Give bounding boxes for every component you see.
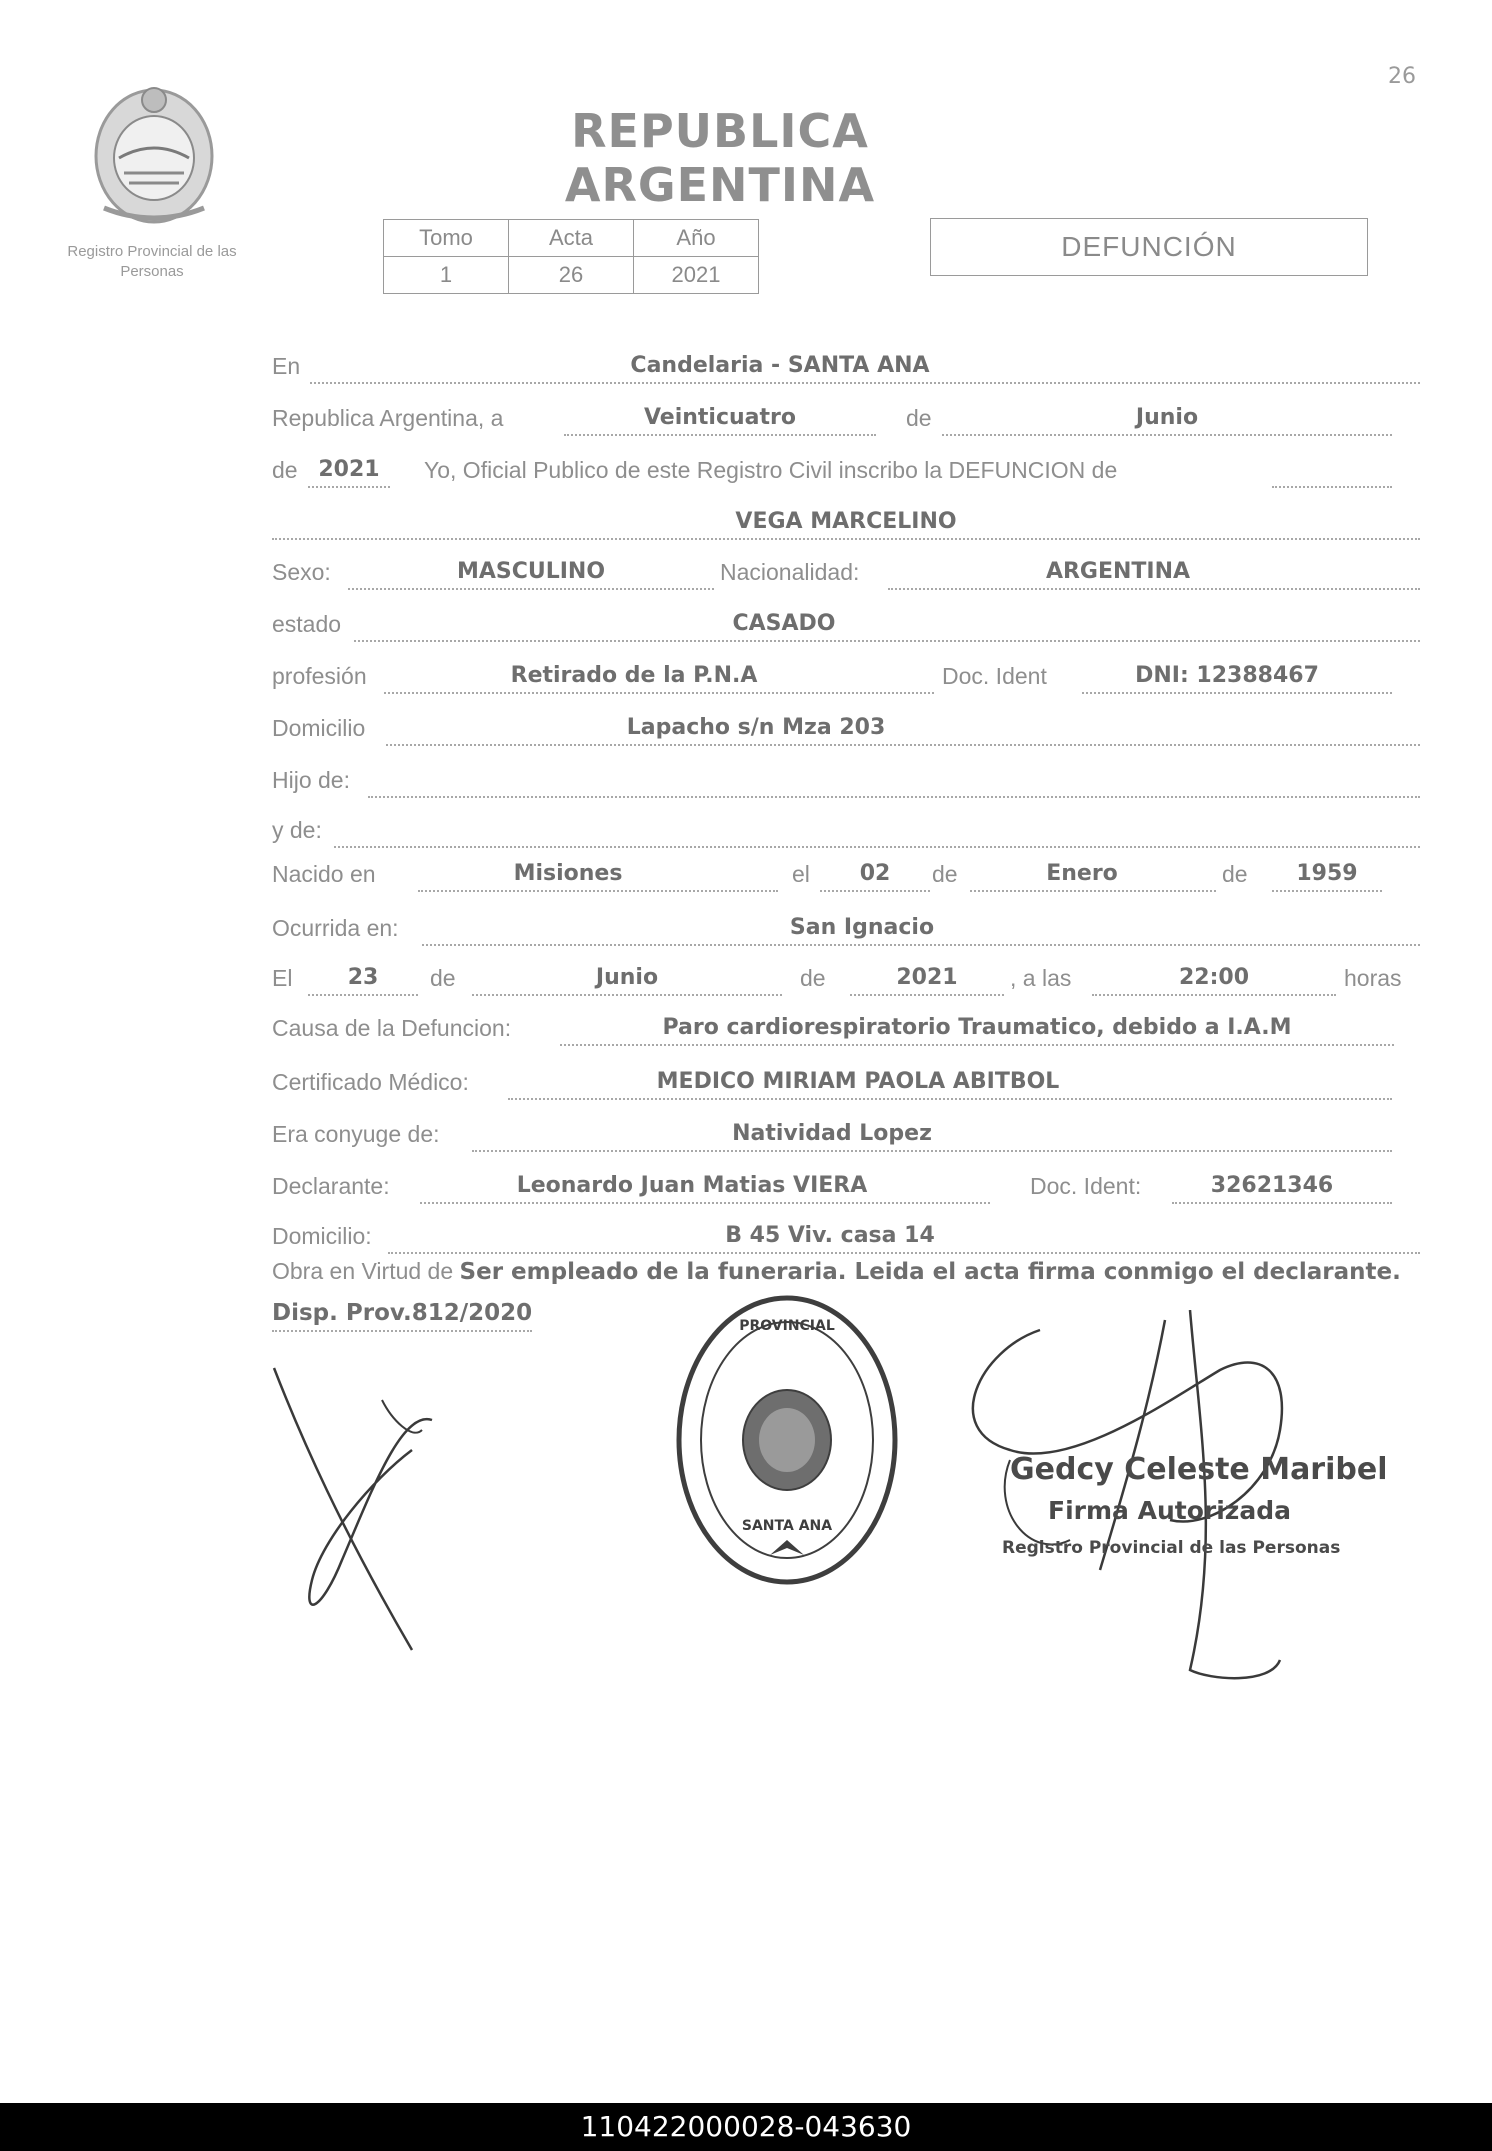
label-conyuge: Era conyuge de: (272, 1121, 440, 1147)
value-anio: 2021 (634, 257, 759, 294)
line-and-of (272, 806, 1424, 850)
label-nacido-en: Nacido en (272, 861, 376, 887)
label-declarante: Declarante: (272, 1173, 390, 1199)
document-code-bar: 110422000028-043630 (0, 2103, 1492, 2151)
disposition: Disp. Prov.812/2020 (272, 1300, 532, 1332)
field-birth-month: Enero (1046, 861, 1118, 886)
label-de-death-year: de (800, 965, 826, 991)
value-acta: 26 (509, 257, 634, 294)
label-sexo: Sexo: (272, 559, 331, 585)
line-year (272, 446, 1424, 490)
field-nationality: ARGENTINA (1045, 559, 1191, 584)
label-ocurrida-en: Ocurrida en: (272, 915, 399, 941)
value-tomo: 1 (384, 257, 509, 294)
label-estado: estado (272, 611, 342, 637)
label-y-de: y de: (272, 817, 322, 843)
label-de-death-month: de (430, 965, 456, 991)
provincial-coat-of-arms-icon (84, 78, 224, 228)
field-declarant-doc: 32621346 (1210, 1173, 1334, 1198)
field-name: VEGA MARCELINO (735, 509, 957, 534)
line-sex (272, 548, 1424, 592)
field-death-day: 23 (347, 965, 379, 990)
field-address: Lapacho s/n Mza 203 (626, 715, 886, 740)
registry-stamp (672, 1290, 902, 1590)
line-place (272, 342, 1424, 386)
line-spouse (272, 1110, 1424, 1154)
record-type: DEFUNCIÓN (1061, 231, 1237, 262)
field-cause: Paro cardiorespiratorio Traumatico, debido a I.A.M (662, 1015, 1292, 1040)
field-birthplace: Misiones (513, 861, 623, 886)
field-place: Candelaria - SANTA ANA (630, 353, 930, 378)
field-status: CASADO (732, 611, 836, 636)
field-certificate: MEDICO MIRIAM PAOLA ABITBOL (656, 1069, 1060, 1094)
page-number: 26 (1388, 64, 1416, 89)
line-death-date (272, 954, 1424, 998)
field-birth-year: 1959 (1296, 861, 1358, 886)
label-de: de (906, 405, 932, 431)
record-reference-table (383, 219, 759, 294)
field-doc-ident: DNI: 12388467 (1135, 663, 1319, 688)
field-death-month: Junio (595, 965, 659, 990)
field-occurred-place: San Ignacio (789, 915, 935, 940)
line-certificate (272, 1058, 1424, 1102)
label-horas: horas (1344, 965, 1402, 991)
label-certificado: Certificado Médico: (272, 1069, 469, 1095)
svg-text:PROVINCIAL: PROVINCIAL (739, 1318, 835, 1334)
label-domicilio-declarant: Domicilio: (272, 1223, 372, 1249)
line-cause (272, 1004, 1424, 1048)
line-date (272, 394, 1424, 438)
field-spouse: Natividad Lopez (732, 1121, 932, 1146)
header-anio: Año (634, 220, 759, 257)
svg-text:SANTA ANA: SANTA ANA (741, 1518, 833, 1534)
line-address (272, 704, 1424, 748)
header-acta: Acta (509, 220, 634, 257)
label-doc-ident: Doc. Ident (942, 663, 1047, 689)
field-day-text: Veinticuatro (643, 405, 797, 430)
document-title: REPUBLICA ARGENTINA (564, 104, 876, 212)
label-domicilio: Domicilio (272, 715, 366, 741)
authority-role: Firma Autorizada (1048, 1496, 1291, 1525)
label-republica: Republica Argentina, a (272, 405, 504, 431)
label-El: El (272, 965, 293, 991)
registry-caption: Registro Provincial de las Personas (67, 243, 237, 280)
label-yo: Yo, Oficial Publico de este Registro Civil inscribo la DEFUNCION de (424, 457, 1118, 483)
label-de-year: de (272, 457, 298, 483)
field-sex: MASCULINO (456, 559, 606, 584)
label-causa: Causa de la Defuncion: (272, 1015, 512, 1041)
label-hijo-de: Hijo de: (272, 767, 350, 793)
record-type-box (930, 218, 1368, 276)
label-de-birth-year: de (1222, 861, 1248, 887)
label-doc-ident-declarant: Doc. Ident: (1030, 1173, 1142, 1199)
label-profesion: profesión (272, 663, 367, 689)
field-declarant-address: B 45 Viv. casa 14 (725, 1223, 935, 1248)
label-en: En (272, 353, 301, 379)
obra-prefix: Obra en Virtud de (272, 1258, 454, 1284)
declarant-signature (262, 1360, 462, 1660)
line-name (272, 498, 1424, 542)
line-profession (272, 652, 1424, 696)
line-status (272, 600, 1424, 644)
label-el: el (792, 861, 810, 887)
label-nacionalidad: Nacionalidad: (720, 559, 860, 585)
authority-office: Registro Provincial de las Personas (1002, 1538, 1341, 1558)
field-birth-day: 02 (859, 861, 891, 886)
field-death-year: 2021 (896, 965, 958, 990)
field-declarant: Leonardo Juan Matias VIERA (516, 1173, 868, 1198)
field-year: 2021 (318, 457, 380, 482)
field-month: Junio (1135, 405, 1199, 430)
obra-text: Ser empleado de la funeraria. Leida el acta firma conmigo el declarante. (459, 1259, 1401, 1285)
field-profession: Retirado de la P.N.A (510, 663, 758, 688)
line-declarant-address (272, 1212, 1424, 1256)
line-declarant (272, 1162, 1424, 1206)
label-de-birth-month: de (932, 861, 958, 887)
authority-name: Gedcy Celeste Maribel (1010, 1452, 1388, 1487)
line-occurred (272, 904, 1424, 948)
line-child-of (272, 756, 1424, 800)
line-born (272, 850, 1424, 894)
obra-statement (272, 1258, 1432, 1285)
field-death-time: 22:00 (1178, 965, 1250, 990)
label-a-las: , a las (1010, 965, 1072, 991)
header-tomo: Tomo (384, 220, 509, 257)
